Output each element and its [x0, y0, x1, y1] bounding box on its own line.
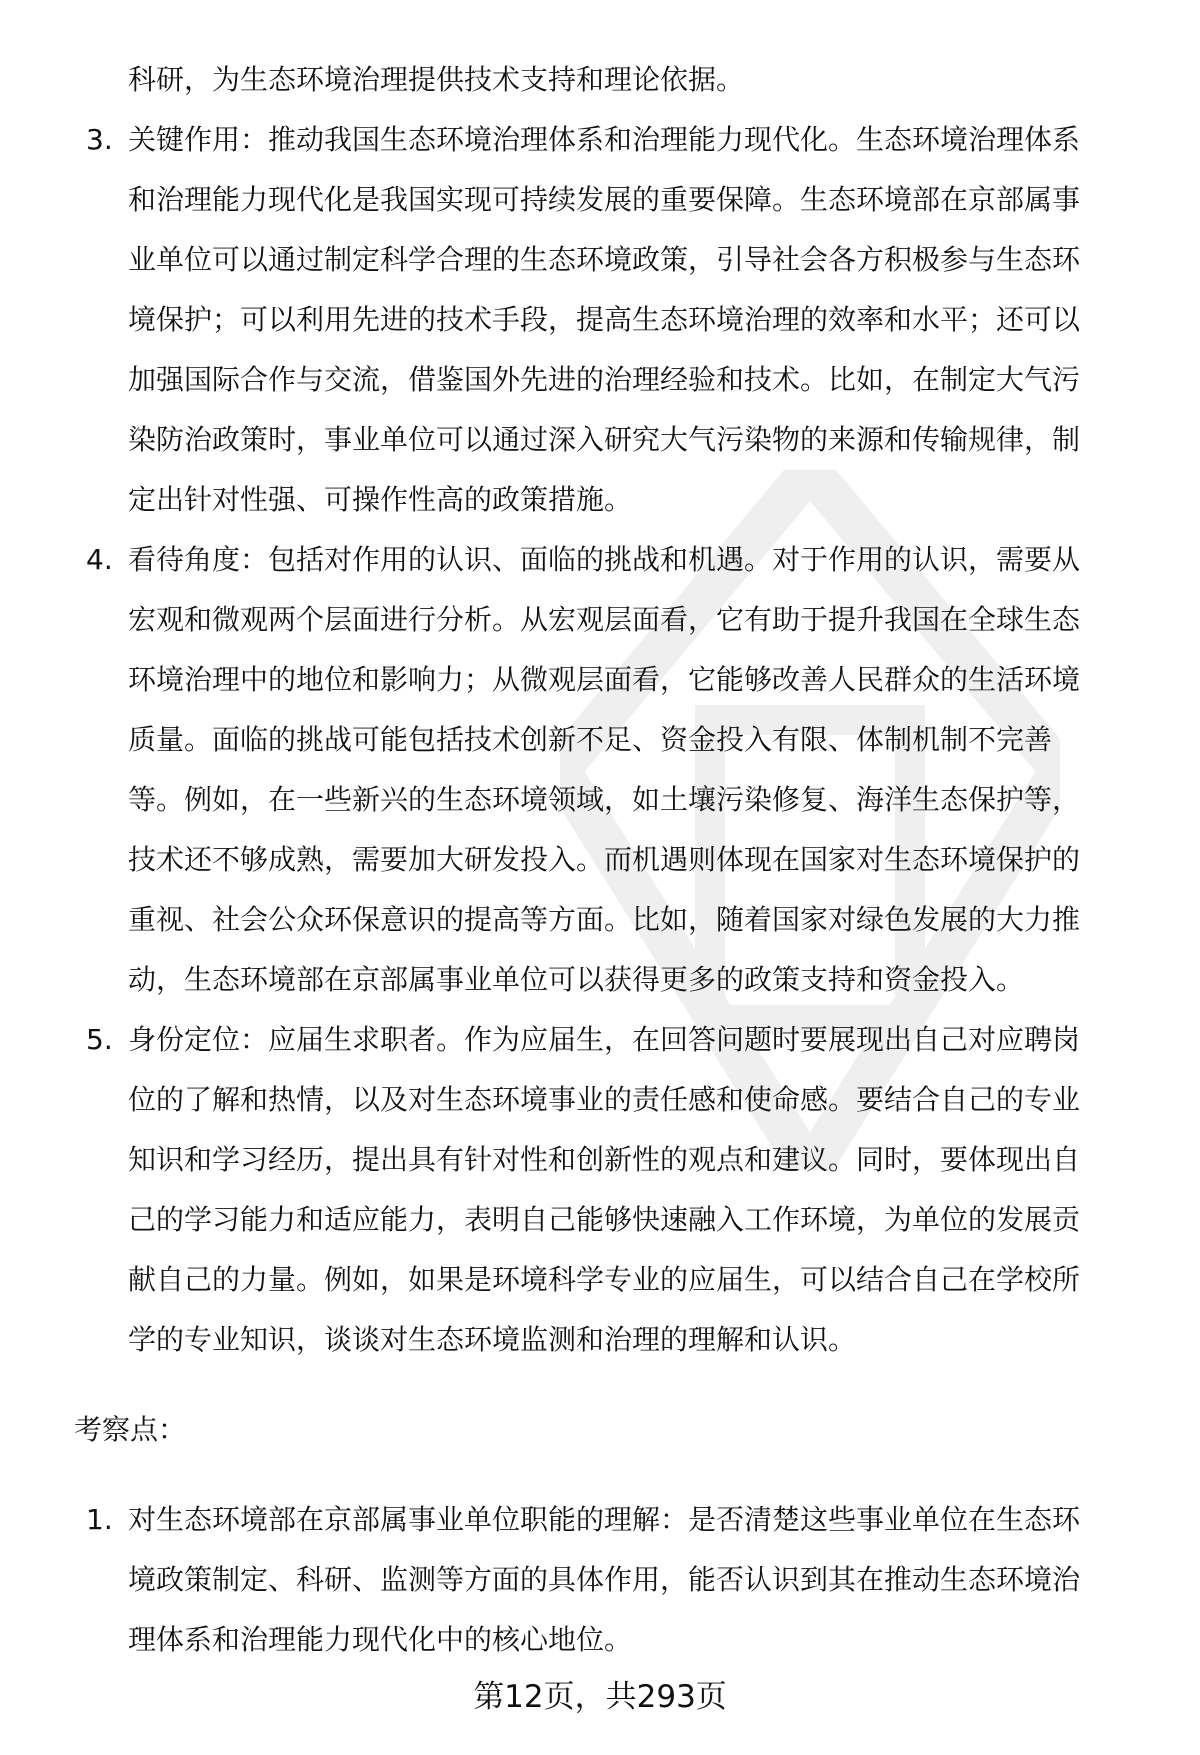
list-item-line — [0, 410, 1200, 470]
list-item-line — [0, 1610, 1200, 1670]
list-item-text: 献自己的力量。例如，如果是环境科学专业的应届生，可以结合自己在学校所 — [128, 1263, 1081, 1296]
list-item-text: 染防治政策时，事业单位可以通过深入研究大气污染物的来源和传输规律，制 — [128, 423, 1081, 456]
list-item-line — [0, 170, 1200, 230]
list-item-text: 身份定位：应届生求职者。作为应届生，在回答问题时要展现出自己对应聘岗 — [128, 1023, 1081, 1056]
list-item — [0, 1010, 1200, 1370]
list-item-text: 业单位可以通过制定科学合理的生态环境政策，引导社会各方积极参与生态环 — [128, 243, 1081, 276]
spacer — [0, 1370, 1200, 1400]
list-item-text: 重视、社会公众环保意识的提高等方面。比如，随着国家对绿色发展的大力推 — [128, 903, 1081, 936]
list-item-text: 加强国际合作与交流，借鉴国外先进的治理经验和技术。比如，在制定大气污 — [128, 363, 1081, 396]
list-item-text: 关键作用：推动我国生态环境治理体系和治理能力现代化。生态环境治理体系 — [128, 123, 1081, 156]
list-item-text: 等。例如，在一些新兴的生态环境领域，如土壤污染修复、海洋生态保护等， — [128, 783, 1081, 816]
list-item — [0, 530, 1200, 1010]
list-item-number: 3. — [86, 123, 113, 156]
list-item-number: 1. — [86, 1503, 113, 1536]
list-item-line — [0, 710, 1200, 770]
page-number: 第12页，共293页 — [473, 1679, 727, 1715]
document-body — [0, 50, 1200, 1670]
list-item-line — [0, 590, 1200, 650]
list-item-text: 技术还不够成熟，需要加大研发投入。而机遇则体现在国家对生态环境保护的 — [128, 843, 1081, 876]
list-item-text: 己的学习能力和适应能力，表明自己能够快速融入工作环境，为单位的发展贡 — [128, 1203, 1081, 1236]
list-item-text: 和治理能力现代化是我国实现可持续发展的重要保障。生态环境部在京部属事 — [128, 183, 1081, 216]
list-item-text: 看待角度：包括对作用的认识、面临的挑战和机遇。对于作用的认识，需要从 — [128, 543, 1081, 576]
list-item-text: 质量。面临的挑战可能包括技术创新不足、资金投入有限、体制机制不完善 — [128, 723, 1053, 756]
list-item-line — [0, 1310, 1200, 1370]
list-item-text: 定出针对性强、可操作性高的政策措施。 — [128, 483, 633, 516]
list-item-text: 境保护；可以利用先进的技术手段，提高生态环境治理的效率和水平；还可以 — [128, 303, 1081, 336]
list-item-line — [0, 1070, 1200, 1130]
list-item-line — [0, 1490, 1200, 1550]
list-item-line — [0, 230, 1200, 290]
list-item-line — [0, 110, 1200, 170]
list-item-text: 对生态环境部在京部属事业单位职能的理解：是否清楚这些事业单位在生态环 — [128, 1503, 1081, 1536]
list-item-line — [0, 890, 1200, 950]
list-item-text: 境政策制定、科研、监测等方面的具体作用，能否认识到其在推动生态环境治 — [128, 1563, 1081, 1596]
list-item-line — [0, 1550, 1200, 1610]
list-item-text: 环境治理中的地位和影响力；从微观层面看，它能够改善人民群众的生活环境 — [128, 663, 1081, 696]
list-item-text: 宏观和微观两个层面进行分析。从宏观层面看，它有助于提升我国在全球生态 — [128, 603, 1081, 636]
list-item-text: 位的了解和热情，以及对生态环境事业的责任感和使命感。要结合自己的专业 — [128, 1083, 1081, 1116]
list-item-line — [0, 530, 1200, 590]
list-item-text: 学的专业知识，谈谈对生态环境监测和治理的理解和认识。 — [128, 1323, 857, 1356]
list-item-text: 知识和学习经历，提出具有针对性和创新性的观点和建议。同时，要体现出自 — [128, 1143, 1081, 1176]
list-item-line — [0, 1250, 1200, 1310]
list-item — [0, 1490, 1200, 1670]
list-item-line — [0, 350, 1200, 410]
list-item-line — [0, 1190, 1200, 1250]
list-item-line — [0, 290, 1200, 350]
list-item-line — [0, 470, 1200, 530]
spacer — [0, 1460, 1200, 1490]
list-item-line — [0, 650, 1200, 710]
list-item-line — [0, 830, 1200, 890]
list-item — [0, 110, 1200, 530]
list-item-line — [0, 1130, 1200, 1190]
paragraph-line: 科研，为生态环境治理提供技术支持和理论依据。 — [128, 63, 745, 96]
list-item-number: 4. — [86, 543, 113, 576]
list-item-number: 5. — [86, 1023, 113, 1056]
list-item-line — [0, 950, 1200, 1010]
section-heading: 考察点： — [74, 1413, 187, 1446]
list-item-text: 动，生态环境部在京部属事业单位可以获得更多的政策支持和资金投入。 — [128, 963, 1025, 996]
list-item-text: 理体系和治理能力现代化中的核心地位。 — [128, 1623, 633, 1656]
list-item-line — [0, 770, 1200, 830]
list-item-line — [0, 1010, 1200, 1070]
